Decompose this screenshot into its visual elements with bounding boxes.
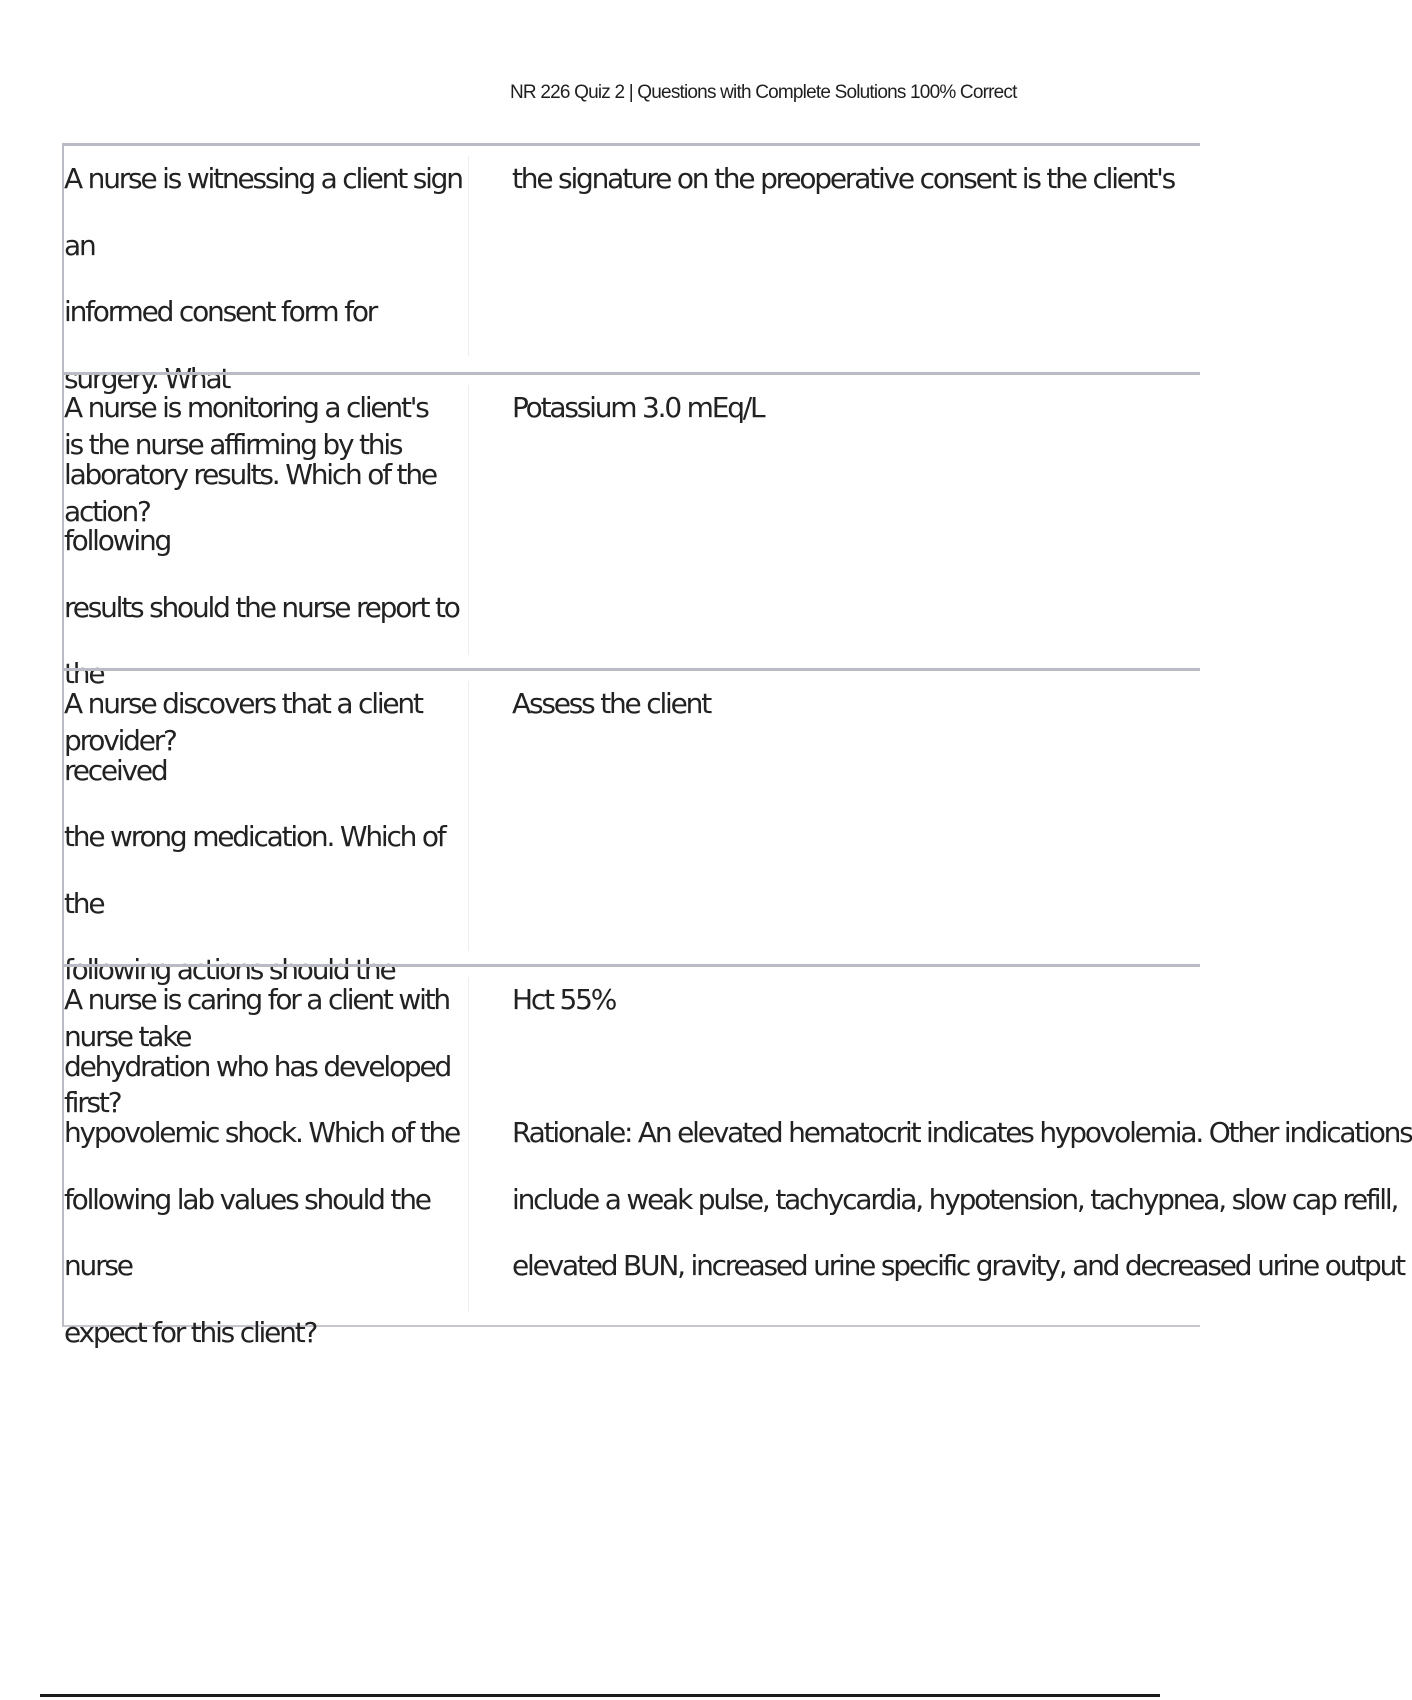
answer-cell (512, 375, 1212, 442)
question-line: first? (64, 1086, 121, 1119)
question-line: dehydration who has developed (64, 1049, 451, 1083)
cell-divider (468, 681, 469, 951)
question-line: informed consent form for surgery. What (64, 295, 377, 395)
answer-cell (512, 967, 1412, 1300)
rationale-line: elevated BUN, increased urine specific gravity, and decreased urine output (512, 1249, 1404, 1282)
table-row (62, 964, 1412, 1349)
question-line: A nurse is caring for a client with (64, 983, 449, 1016)
cell-divider (468, 385, 469, 655)
page-title: NR 226 Quiz 2 | Questions with Complete Solutions 100% Correct (510, 82, 1017, 103)
cell-divider (468, 977, 469, 1312)
question-line: following actions should the nurse take (64, 953, 395, 1053)
question-line: results should the nurse report to the (64, 590, 459, 690)
rationale-line: include a weak pulse, tachycardia, hypotension, tachypnea, slow cap refill, (512, 1182, 1398, 1216)
question-line: expect for this client? (64, 1315, 317, 1349)
question-cell (64, 967, 466, 1366)
answer-cell (512, 146, 1212, 213)
answer-line: Hct 55% (512, 983, 616, 1016)
question-line: A nurse discovers that a client received (64, 687, 422, 787)
question-line: provider? (64, 723, 176, 757)
answer-line: Potassium 3.0 mEq/L (512, 391, 764, 424)
question-line: is the nurse affirming by this action? (64, 428, 402, 528)
footer-rule (40, 1694, 1160, 1697)
question-line: A nurse is monitoring a client's (64, 391, 428, 424)
answer-line: Assess the client (512, 687, 710, 720)
question-line: hypovolemic shock. Which of the (64, 1116, 460, 1149)
answer-cell (512, 671, 1212, 738)
question-line: following lab values should the nurse (64, 1182, 430, 1282)
rationale-line: Rationale: An elevated hematocrit indicates hypovolemia. Other indications (512, 1116, 1412, 1149)
answer-line: the signature on the preoperative consent is the client's (512, 162, 1175, 195)
question-line: laboratory results. Which of the following (64, 457, 436, 557)
answer-spacer (512, 1034, 1212, 1101)
question-line: A nurse is witnessing a client sign an (64, 162, 462, 262)
qa-table (62, 143, 1412, 1349)
cell-divider (468, 156, 469, 356)
question-line: the wrong medication. Which of the (64, 820, 445, 920)
